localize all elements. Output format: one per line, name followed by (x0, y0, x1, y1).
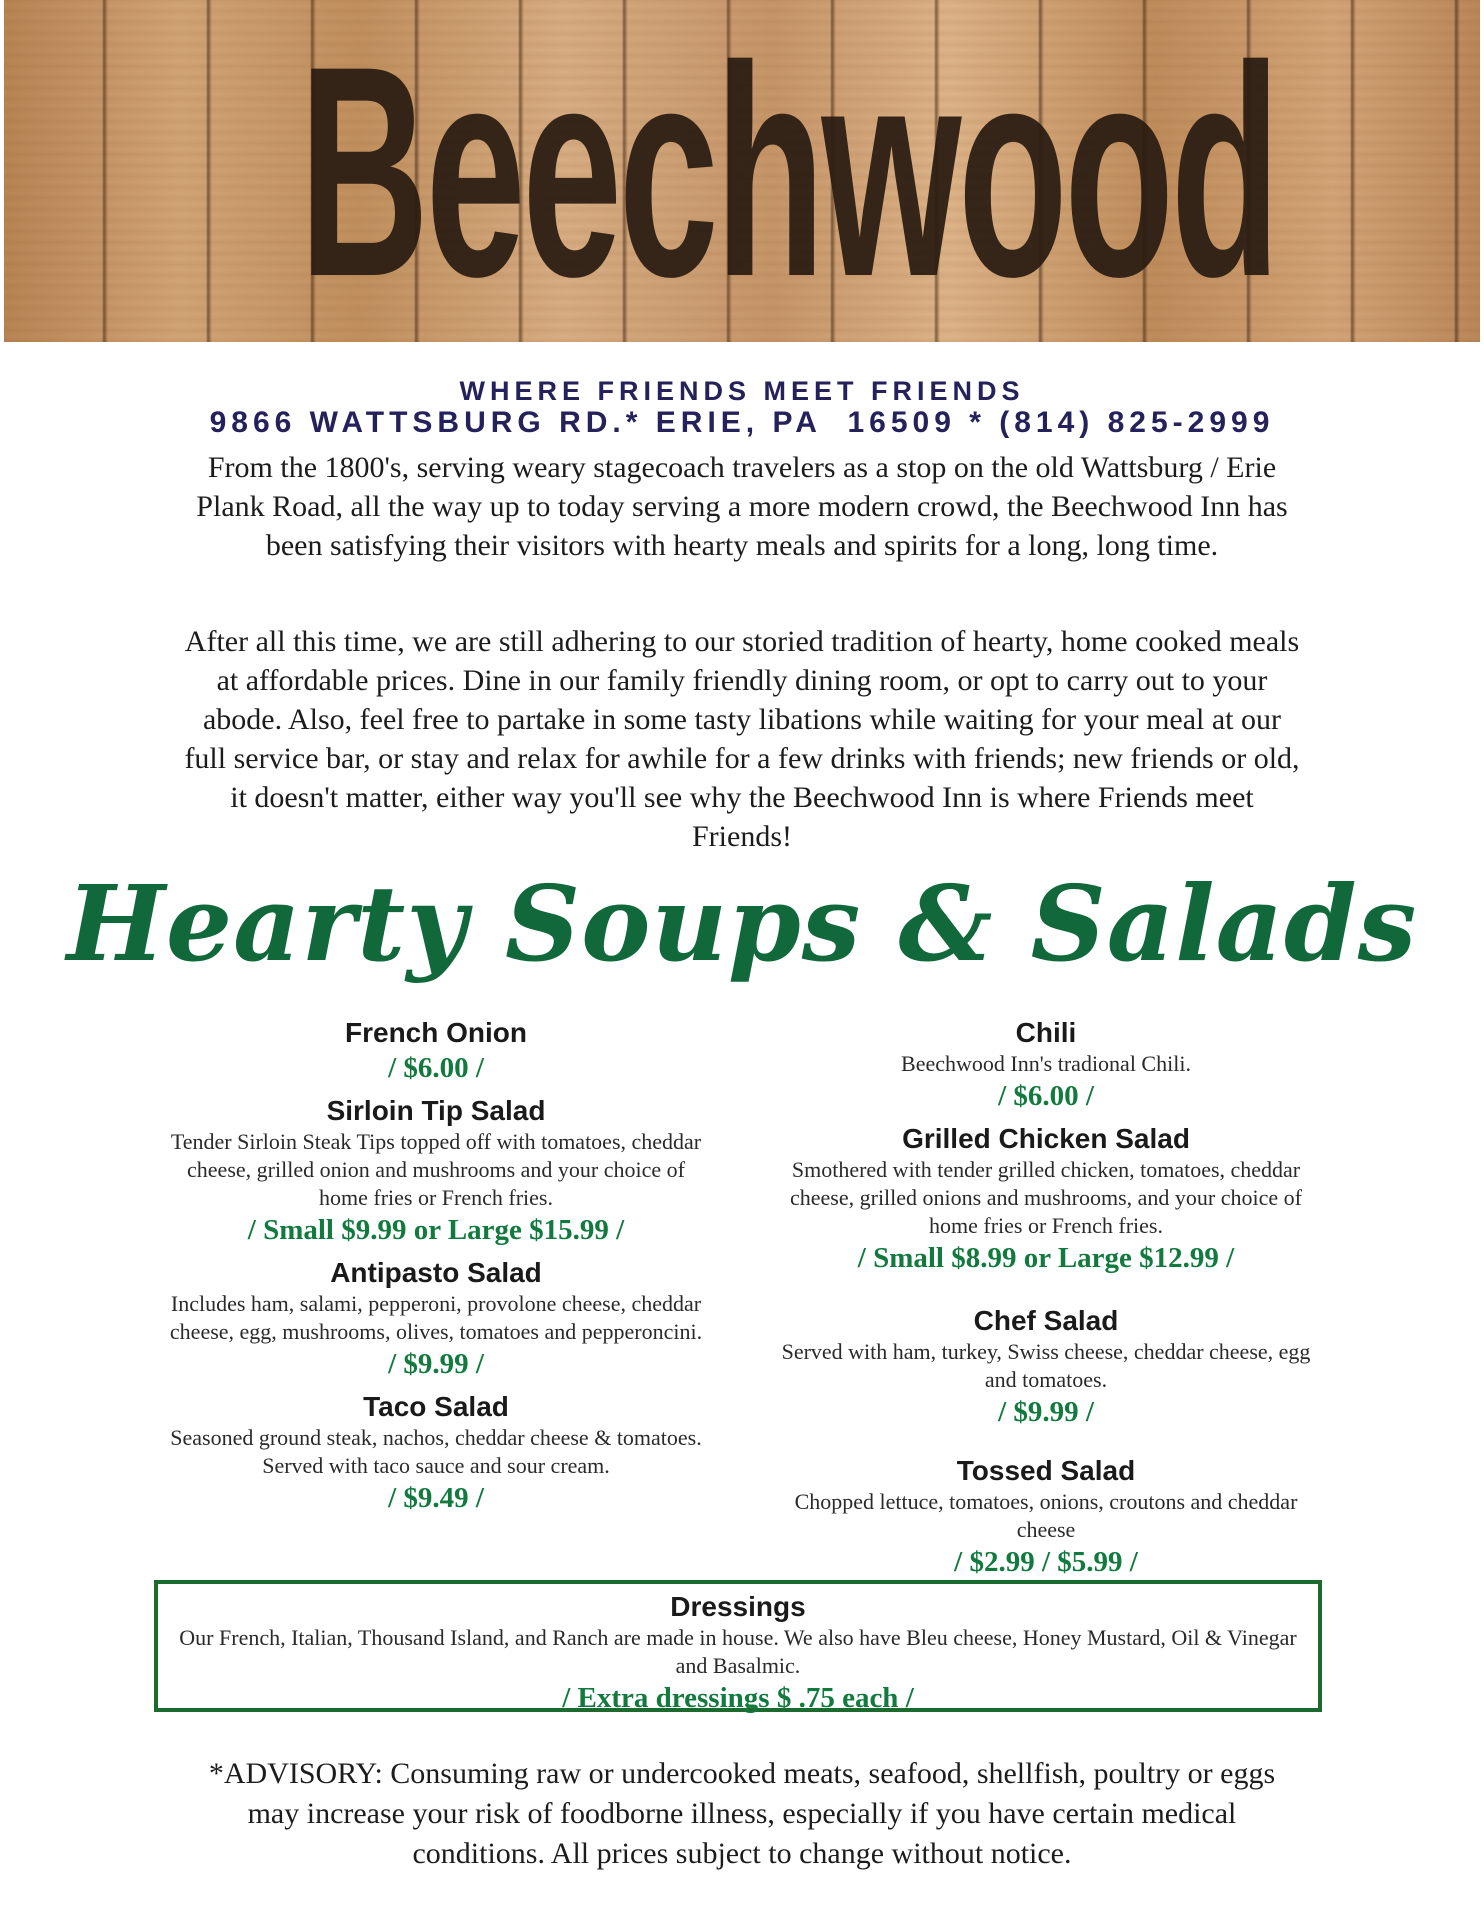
item-price: / $9.49 / (388, 1482, 484, 1514)
item-name: Chef Salad (973, 1305, 1119, 1336)
menu-column-left (166, 1016, 706, 1516)
item-description: Includes ham, salami, pepperoni, provolone cheese, cheddar cheese, egg, mushrooms, olives, tomatoes and pepperoncini. (169, 1291, 703, 1344)
restaurant-name: Beechwood (299, 3, 1277, 339)
item-price: / $9.99 / (998, 1396, 1094, 1428)
wood-banner (4, 0, 1480, 342)
item-name: Grilled Chicken Salad (902, 1123, 1190, 1154)
menu-item (776, 1304, 1316, 1430)
menu-item (166, 1016, 706, 1086)
item-description: Seasoned ground steak, nachos, cheddar cheese & tomatoes. Served with taco sauce and sour cream. (170, 1425, 702, 1478)
item-description: Smothered with tender grilled chicken, tomatoes, cheddar cheese, grilled onions and mushrooms, and your choice of home fries or French fries. (790, 1157, 1302, 1238)
item-description: Tender Sirloin Steak Tips topped off with tomatoes, cheddar cheese, grilled onion and mushrooms and your choice of home fries or French fries. (170, 1129, 702, 1210)
item-name: Chili (1015, 1017, 1077, 1048)
item-name: Antipasto Salad (330, 1257, 542, 1288)
item-description: Chopped lettuce, tomatoes, onions, croutons and cheddar cheese (794, 1489, 1298, 1542)
address-line: 9866 WATTSBURG RD.* ERIE, PA 16509 * (814) 825-2999 (209, 406, 1275, 439)
menu-item (166, 1094, 706, 1248)
menu-column-right (776, 1016, 1316, 1580)
item-name: Taco Salad (363, 1391, 509, 1422)
dressings-box (154, 1580, 1322, 1712)
menu-item (166, 1390, 706, 1516)
dressings-description: Our French, Italian, Thousand Island, and Ranch are made in house. We also have Bleu cheese, Honey Mustard, Oil & Vinegar and Basalmic. (179, 1625, 1297, 1678)
item-name: Sirloin Tip Salad (326, 1095, 546, 1126)
section-title: Hearty Soups & Salads (66, 862, 1418, 985)
menu-item (776, 1454, 1316, 1580)
item-price: / Small $8.99 or Large $12.99 / (857, 1242, 1235, 1274)
item-name: French Onion (345, 1017, 527, 1048)
item-price: / $9.99 / (388, 1348, 484, 1380)
item-description: Beechwood Inn's tradional Chili. (901, 1051, 1191, 1076)
item-price: / $6.00 / (998, 1080, 1094, 1112)
intro-paragraph-welcome: After all this time, we are still adhering to our storied tradition of hearty, home cooked meals at affordable prices. Dine in our family friendly dining room, or opt to carry out to your abode. Also, feel free to partake in some tasty libations while waiting for your meal at our full service bar, or stay and relax for awhile for a few drinks with friends; new friends or old, it doesn't matter, either way you'll see why the Beechwood Inn is where Friends meet Friends! (184, 625, 1300, 853)
menu-item (776, 1122, 1316, 1276)
item-price: / Small $9.99 or Large $15.99 / (247, 1214, 625, 1246)
advisory-notice: *ADVISORY: Consuming raw or undercooked meats, seafood, shellfish, poultry or eggs may increase your risk of foodborne illness, especially if you have certain medical conditions. All prices subject to change without notice. (208, 1757, 1276, 1870)
intro-paragraph-history: From the 1800's, serving weary stagecoach travelers as a stop on the old Wattsburg / Erie Plank Road, all the way up to today serving a more modern crowd, the Beechwood Inn has been satisfying their visitors with hearty meals and spirits for a long, long time. (196, 451, 1288, 562)
item-price: / $6.00 / (388, 1052, 484, 1084)
item-price: / $2.99 / $5.99 / (954, 1546, 1138, 1578)
item-description: Served with ham, turkey, Swiss cheese, cheddar cheese, egg and tomatoes. (781, 1339, 1311, 1392)
tagline: WHERE FRIENDS MEET FRIENDS (459, 376, 1025, 406)
menu-item (166, 1256, 706, 1382)
dressings-price: / Extra dressings $ .75 each / (562, 1682, 914, 1714)
menu-item (776, 1016, 1316, 1114)
dressings-title: Dressings (670, 1591, 806, 1622)
item-name: Tossed Salad (956, 1455, 1136, 1486)
